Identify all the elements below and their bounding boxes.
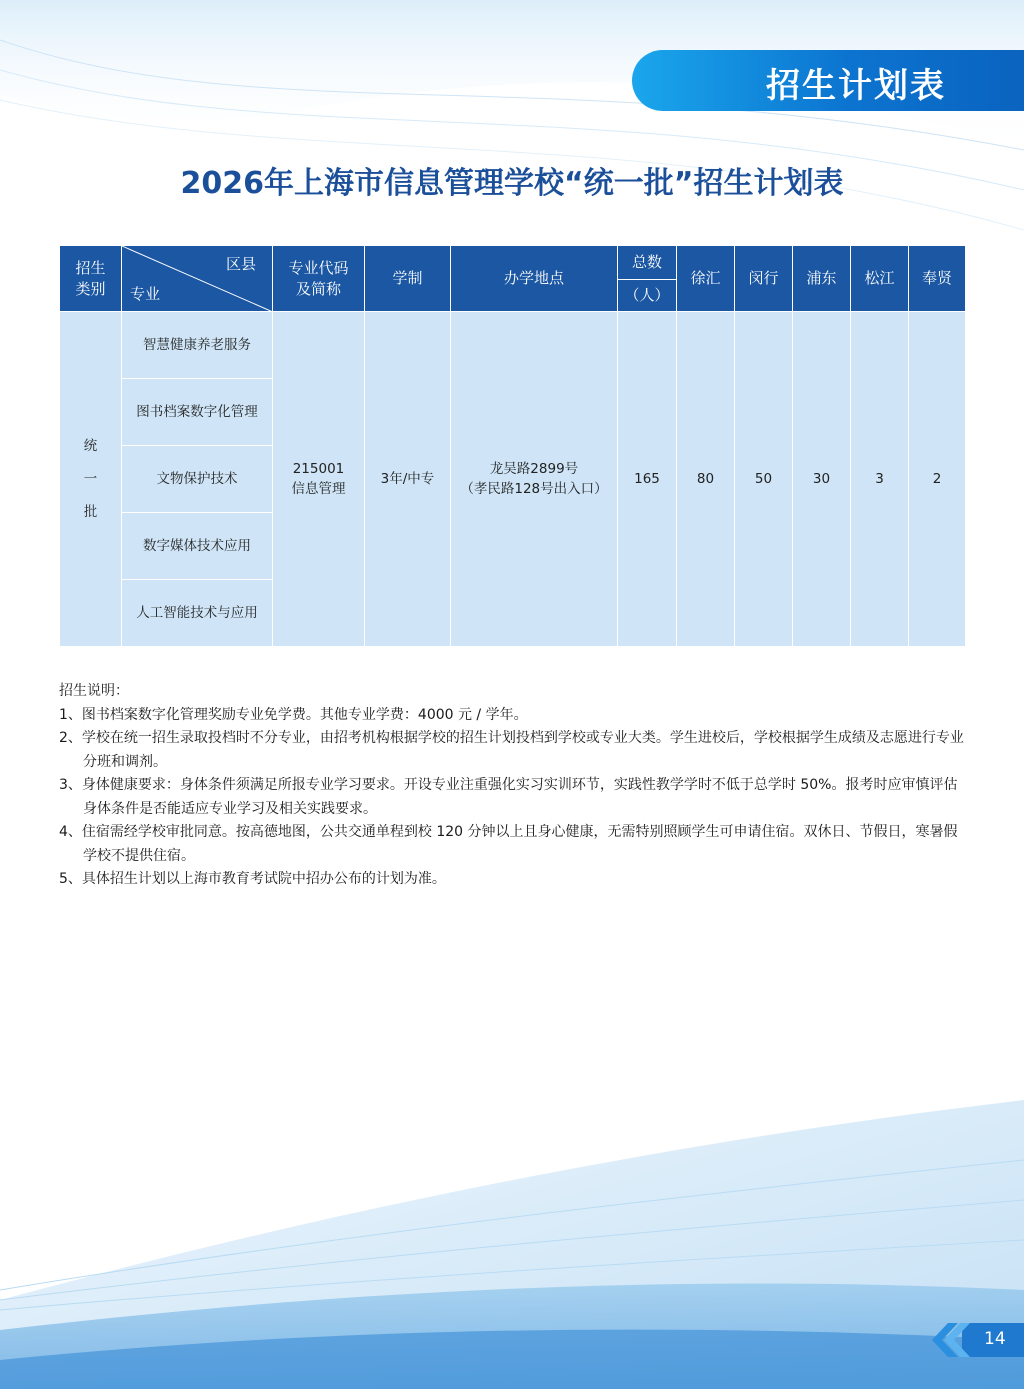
header-tab <box>632 50 1024 111</box>
header-district-minhang: 闵行 <box>735 246 793 312</box>
header-code-line2: 及简称 <box>295 279 341 298</box>
note-item: 3、身体健康要求：身体条件须满足所报专业学习要求。开设专业注重强化实习实训环节，实践性教学学时不低于总学时 50%。报考时应审慎评估身体条件是否能适应专业学习及相关实践要求。 <box>59 777 958 817</box>
header-diagonal <box>122 246 273 312</box>
category-char: 批 <box>83 503 98 520</box>
major-cell: 数字媒体技术应用 <box>122 513 273 580</box>
page-title: 2026年上海市信息管理学校“统一批”招生计划表 <box>180 166 844 201</box>
code-name: 信息管理 <box>291 481 346 497</box>
category-cell <box>60 312 122 647</box>
count-pudong: 30 <box>793 312 851 647</box>
header-location: 办学地点 <box>451 246 618 312</box>
code-number: 215001 <box>292 461 345 477</box>
header-major: 专业 <box>130 285 161 303</box>
count-minhang: 50 <box>735 312 793 647</box>
location-address: 龙吴路2899号 <box>489 461 579 477</box>
total-cell: 165 <box>618 312 677 647</box>
category-char: 统 <box>83 437 98 454</box>
header-duration: 学制 <box>365 246 451 312</box>
header-district-songjiang: 松江 <box>851 246 909 312</box>
header-district: 区县 <box>225 255 256 273</box>
header-code-line1: 专业代码 <box>288 258 349 277</box>
location-cell <box>451 312 618 647</box>
duration-cell: 3年/中专 <box>365 312 451 647</box>
notes-heading: 招生说明： <box>59 683 129 699</box>
count-xuhui: 80 <box>677 312 735 647</box>
header-category <box>60 246 122 312</box>
major-cell: 图书档案数字化管理 <box>122 379 273 446</box>
major-cell: 智慧健康养老服务 <box>122 312 273 379</box>
enrollment-plan-table <box>59 245 966 647</box>
chevron-left-icon <box>930 1323 970 1357</box>
page-number-badge <box>962 1323 1024 1357</box>
major-cell: 文物保护技术 <box>122 446 273 513</box>
page-number: 14 <box>984 1329 1006 1349</box>
header-district-pudong: 浦东 <box>793 246 851 312</box>
note-item: 1、图书档案数字化管理奖励专业免学费。其他专业学费：4000 元 / 学年。 <box>59 706 528 723</box>
note-item: 2、学校在统一招生录取投档时不分专业，由招考机构根据学校的招生计划投档到学校或专业大类。学生进校后，学校根据学生成绩及志愿进行专业分班和调剂。 <box>59 730 964 770</box>
header-district-xuhui: 徐汇 <box>677 246 735 312</box>
header-district-fengxian: 奉贤 <box>909 246 966 312</box>
count-songjiang: 3 <box>851 312 909 647</box>
category-char: 一 <box>83 470 98 487</box>
major-cell: 人工智能技术与应用 <box>122 580 273 647</box>
location-entrance: （孝民路128号出入口） <box>460 481 608 497</box>
header-total: 总数 <box>618 246 677 280</box>
note-item: 5、具体招生计划以上海市教育考试院中招办公布的计划为准。 <box>59 871 446 887</box>
header-tab-label: 招生计划表 <box>766 66 946 106</box>
header-category-line2: 类别 <box>75 279 106 298</box>
enrollment-notes <box>59 680 969 892</box>
header-category-line1: 招生 <box>75 258 106 277</box>
code-cell <box>273 312 365 647</box>
note-item: 4、住宿需经学校审批同意。按高德地图，公共交通单程到校 120 分钟以上且身心健康，无需特别照顾学生可申请住宿。双休日、节假日，寒暑假学校不提供住宿。 <box>59 824 958 864</box>
header-total-unit: （人） <box>618 280 677 312</box>
count-fengxian: 2 <box>909 312 966 647</box>
header-code <box>273 246 365 312</box>
